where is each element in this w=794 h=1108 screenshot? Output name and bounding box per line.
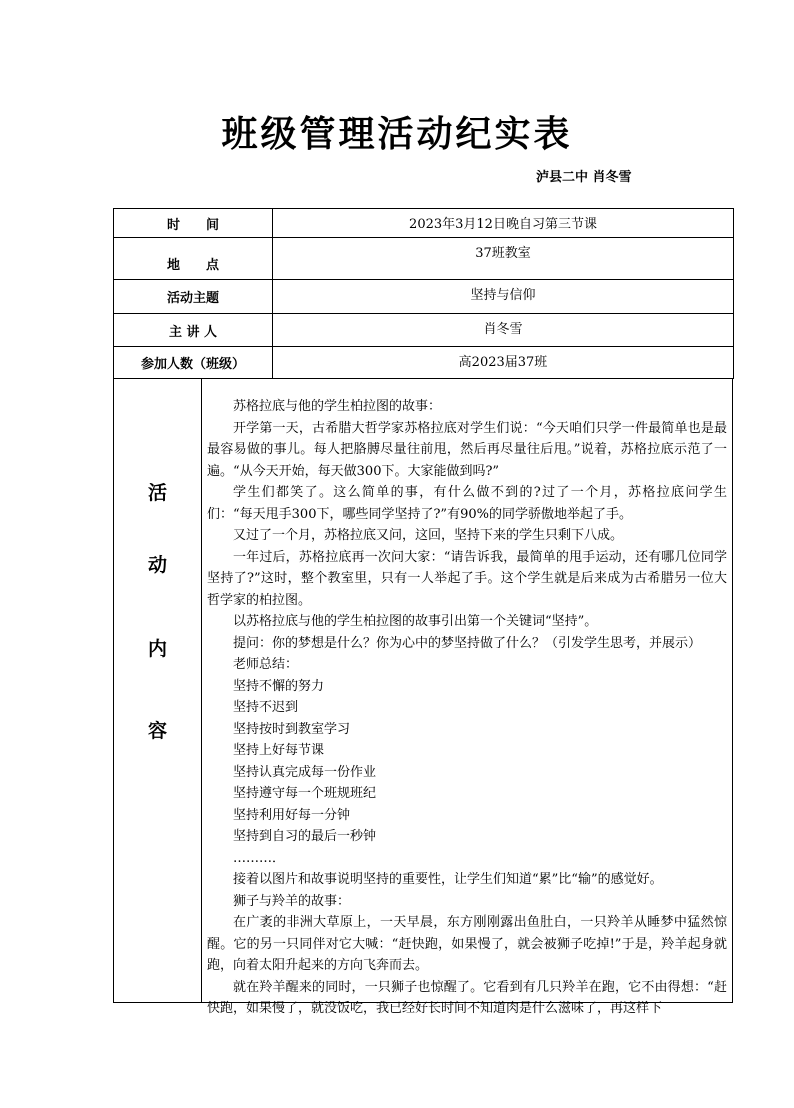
paragraph: 接着以图片和故事说明坚持的重要性，让学生们知道“累”比“输”的感觉好。	[233, 872, 663, 887]
theme-label: 活动主题	[114, 280, 273, 314]
participants-value: 高2023届37班	[273, 347, 734, 379]
activity-content-section	[113, 378, 733, 1016]
list-item: 坚持不懈的努力	[233, 678, 325, 694]
paragraph: 学生们都笑了。这么简单的事，有什么做不到的?过了一个月，苏格拉底问学生们：“每天甩手300下，哪些同学坚持了?”有90%的同学骄傲地举起了手。	[207, 485, 727, 522]
list-item: 坚持按时到教室学习	[233, 721, 351, 737]
location-value: 37班教室	[273, 238, 734, 280]
participants-label: 参加人数（班级）	[114, 347, 273, 379]
activity-body-text	[207, 396, 727, 1016]
paragraph: 开学第一天，古希腊大哲学家苏格拉底对学生们说：“今天咱们只学一件最简单也是最最容易做的事儿。每人把胳膊尽量往前甩，然后再尽量往后甩。”说着，苏格拉底示范了一遍。“从今天开始，每天做300下。大家能做到吗?”	[207, 420, 727, 479]
paragraph: 苏格拉底与他的学生柏拉图的故事：	[233, 399, 442, 414]
author-line: 泸县二中 肖冬雪	[536, 170, 632, 185]
list-item: 坚持利用好每一分钟	[233, 807, 351, 823]
list-item: 坚持遵守每一个班规班纪	[233, 786, 377, 801]
table-row	[114, 347, 734, 379]
paragraph: 提问：你的梦想是什么？你为心中的梦坚持做了什么？（引发学生思考，并展示）	[233, 635, 702, 651]
content-label-char: 动	[148, 554, 168, 576]
table-row	[114, 280, 734, 314]
column-divider	[201, 378, 202, 1002]
list-item: ………．	[233, 850, 286, 866]
paragraph: 一年过后，苏格拉底再一次问大家：“请告诉我，最简单的甩手运动，还有哪几位同学坚持了?”这时，整个教室里，只有一人举起了手。这个学生就是后来成为古希腊另一位大哲学家的柏拉图。	[207, 549, 727, 608]
paragraph: 在广袤的非洲大草原上，一天早晨，东方刚刚露出鱼肚白，一只羚羊从睡梦中猛然惊醒。它的另一只同伴对它大喊：“赶快跑，如果慢了，就会被狮子吃掉!”于是，羚羊起身就跑，向着太阳升起来的方向飞奔而去。	[207, 915, 727, 973]
table-row	[114, 314, 734, 347]
paragraph: 狮子与羚羊的故事：	[233, 893, 351, 909]
info-table	[113, 208, 734, 379]
content-label-char: 容	[148, 720, 168, 742]
list-item: 坚持上好每节课	[233, 743, 325, 758]
paragraph: 以苏格拉底与他的学生柏拉图的故事引出第一个关键词“坚持”。	[233, 614, 598, 629]
list-item: 坚持认真完成每一份作业	[233, 764, 377, 780]
content-label-char: 活	[148, 482, 168, 504]
time-label: 时 间	[114, 209, 273, 238]
list-item: 坚持不迟到	[233, 700, 299, 715]
list-item: 坚持到自习的最后一秒钟	[233, 829, 377, 844]
table-row	[114, 209, 734, 238]
time-value: 2023年3月12日晚自习第三节课	[273, 209, 734, 238]
table-row	[114, 238, 734, 280]
speaker-label: 主 讲 人	[114, 314, 273, 347]
paragraph: 又过了一个月，苏格拉底又问，这回，坚持下来的学生只剩下八成。	[233, 528, 624, 543]
page-title: 班级管理活动纪实表	[221, 114, 573, 155]
location-label: 地 点	[114, 238, 273, 280]
content-label-char: 内	[148, 638, 168, 660]
theme-value: 坚持与信仰	[273, 280, 734, 314]
speaker-value: 肖冬雪	[273, 314, 734, 347]
paragraph: 就在羚羊醒来的同时，一只狮子也惊醒了。它看到有几只羚羊在跑，它不由得想：“赶快跑，如果慢了，就没饭吃，我已经好长时间不知道肉是什么滋味了，再这样下	[207, 979, 727, 1016]
paragraph: 老师总结：	[233, 657, 299, 672]
